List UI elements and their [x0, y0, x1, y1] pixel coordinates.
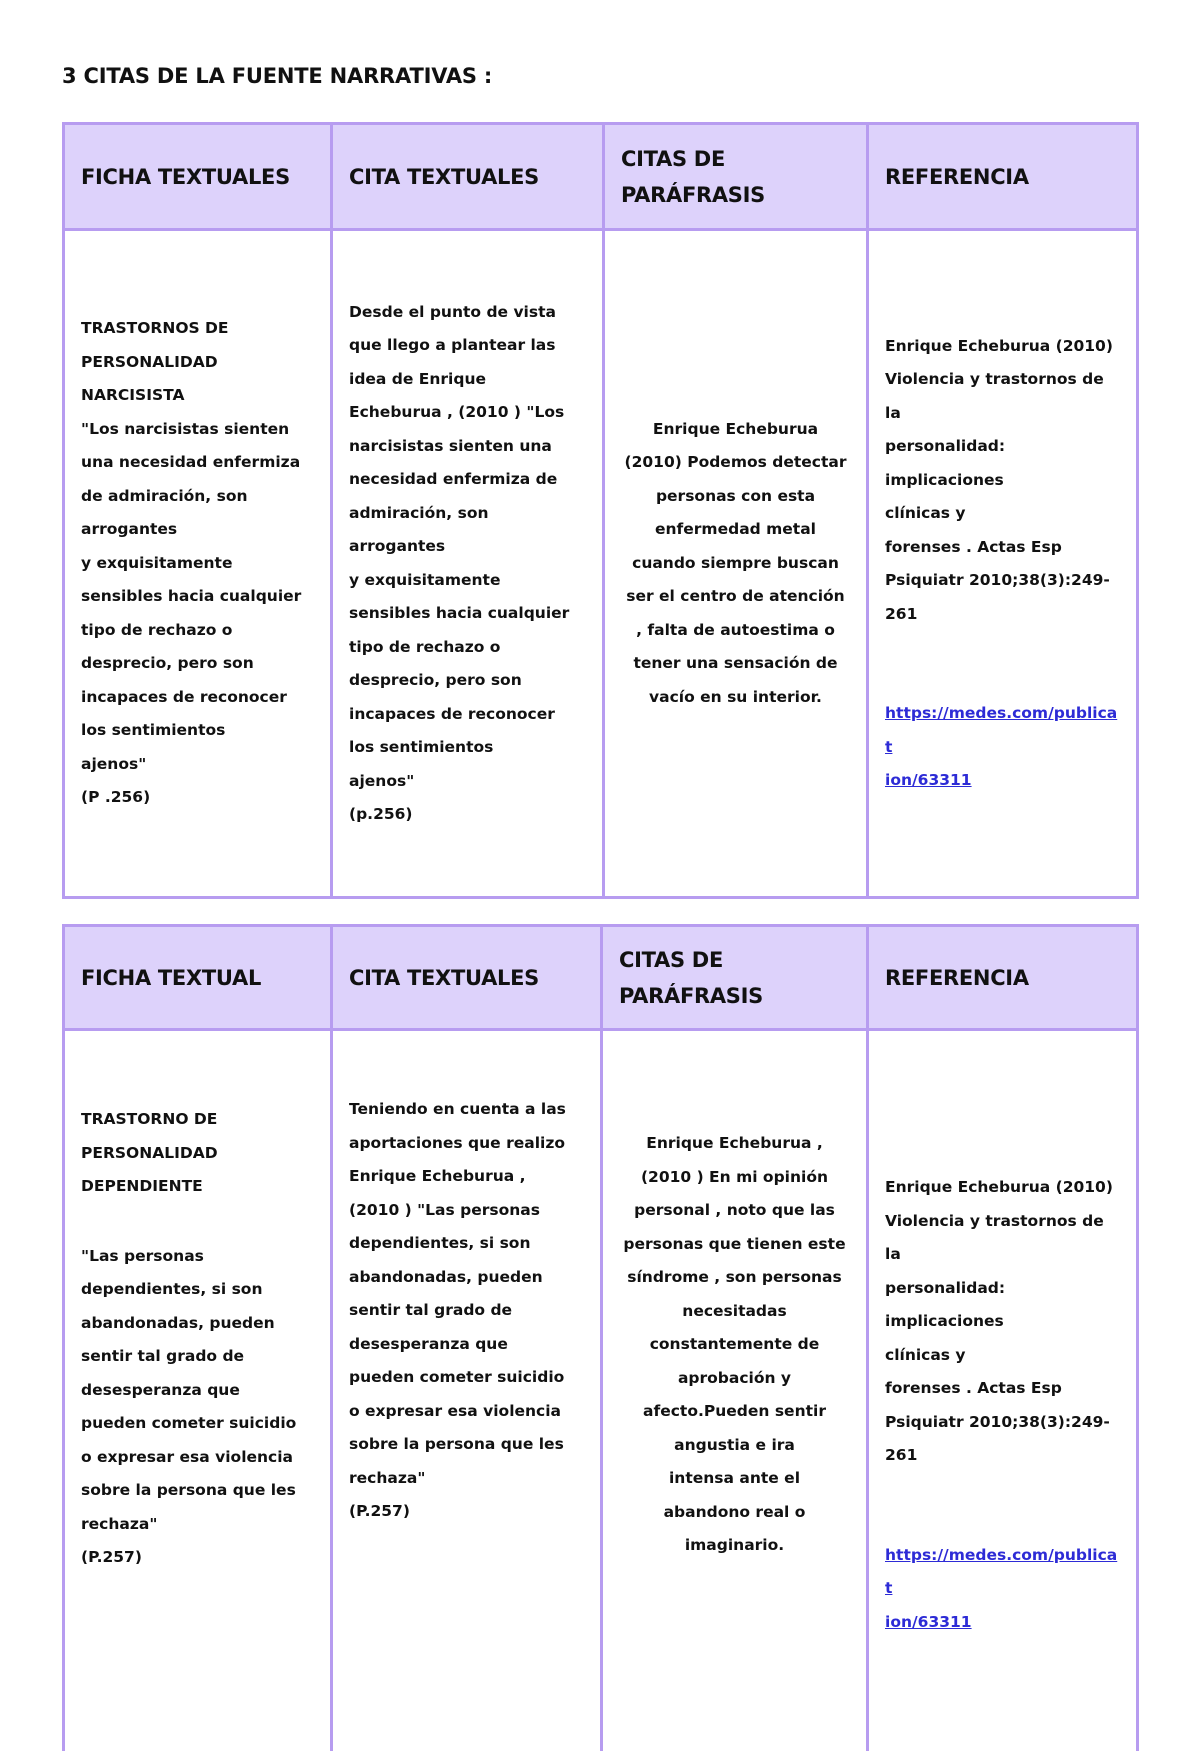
header-ficha: FICHA TEXTUAL	[64, 926, 332, 1030]
ficha-cell	[64, 1030, 332, 1751]
ficha-cell: TRASTORNOS DE PERSONALIDAD NARCISISTA "Los narcisistas sienten una necesidad enfermiza de admiración, son arrogantes y exquisitamente sensibles hacia cualquier tipo de rechazo o desprecio, pero son incapaces de reconocer los sentimientos ajenos" (P .256)	[64, 230, 332, 898]
table-row	[64, 1030, 1138, 1751]
header-referencia: REFERENCIA	[868, 926, 1138, 1030]
cita-cell: Teniendo en cuenta a las aportaciones que realizo Enrique Echeburua , (2010 ) "Las personas dependientes, si son abandonadas, pueden sentir tal grado de desesperanza que pueden cometer suicidio o expresar esa violencia sobre la persona que les rechaza" (P.257)	[332, 1030, 602, 1751]
citas-table-dependiente	[62, 924, 1139, 1751]
header-parafrasis: CITAS DE PARÁFRASIS	[602, 926, 868, 1030]
citas-table-narcisista	[62, 122, 1139, 899]
parafrasis-cell: Enrique Echeburua (2010) Podemos detectar personas con esta enfermedad metal cuando siempre buscan ser el centro de atención , falta de autoestima o tener una sensación de vacío en su interior.	[604, 230, 868, 898]
table-header-row	[64, 926, 1138, 1030]
referencia-link[interactable]: https://medes.com/publicat ion/63311	[885, 1545, 1118, 1631]
header-parafrasis: CITAS DE PARÁFRASIS	[604, 124, 868, 230]
header-cita: CITA TEXTUALES	[332, 926, 602, 1030]
referencia-cell	[868, 230, 1138, 898]
cita-cell: Desde el punto de vista que llego a plantear las idea de Enrique Echeburua , (2010 ) "Los narcisistas sienten una necesidad enfermiza de admiración, son arrogantes y exquisitamente sensibles hacia cualquier tipo de rechazo o desprecio, pero son incapaces de reconocer los sentimientos ajenos" (p.256)	[332, 230, 604, 898]
parafrasis-cell: Enrique Echeburua , (2010 ) En mi opinión personal , noto que las personas que tienen este síndrome , son personas necesitadas constantemente de aprobación y afecto.Pueden sentir angustia e ira intensa ante el abandono real o imaginario.	[602, 1030, 868, 1751]
header-referencia: REFERENCIA	[868, 124, 1138, 230]
referencia-text: Enrique Echeburua (2010) Violencia y trastornos de la personalidad: implicaciones clínicas y forenses . Actas Esp Psiquiatr 2010;38(3):249-261	[885, 336, 1113, 623]
table-header-row	[64, 124, 1138, 230]
page-title: 3 CITAS DE LA FUENTE NARRATIVAS :	[62, 64, 493, 88]
referencia-link[interactable]: https://medes.com/publicat ion/63311	[885, 704, 1118, 789]
table-row	[64, 230, 1138, 898]
header-ficha: FICHA TEXTUALES	[64, 124, 332, 230]
referencia-cell	[868, 1030, 1138, 1751]
header-cita: CITA TEXTUALES	[332, 124, 604, 230]
referencia-text: Enrique Echeburua (2010) Violencia y trastornos de la personalidad: implicaciones clínicas y forenses . Actas Esp Psiquiatr 2010;38(3):249-261	[885, 1178, 1113, 1464]
ficha-title: TRASTORNO DE PERSONALIDAD DEPENDIENTE	[81, 1110, 218, 1195]
ficha-quote: "Las personas dependientes, si son abandonadas, pueden sentir tal grado de desesperanza que pueden cometer suicidio o expresar esa violencia sobre la persona que les rechaza" (P.257)	[81, 1246, 297, 1566]
